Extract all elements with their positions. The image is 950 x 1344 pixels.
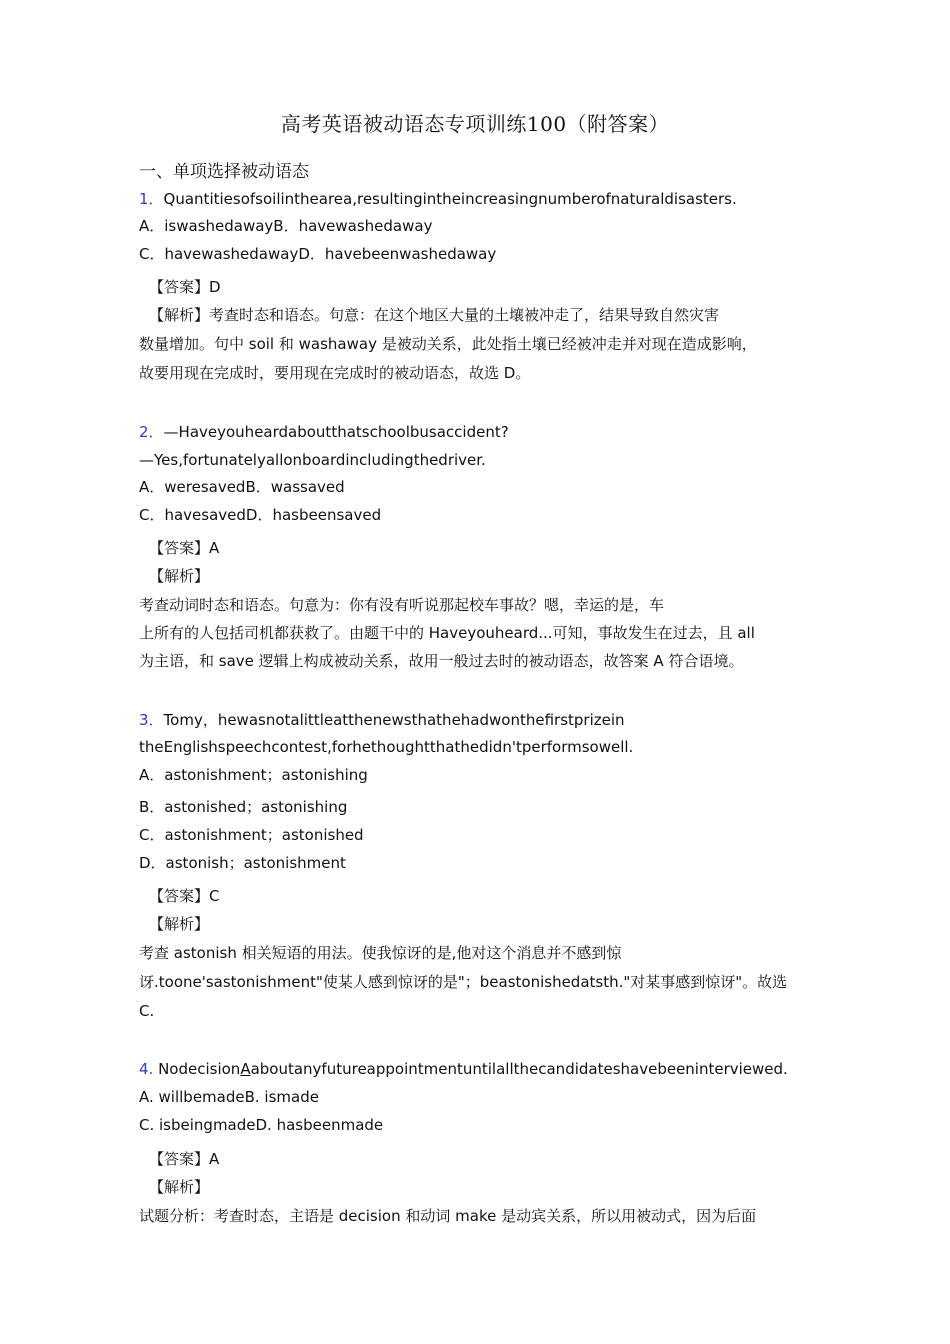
question-2-answer: 【答案】A (149, 539, 220, 557)
question-number: 1． (139, 190, 164, 208)
question-3-option-d: D．astonish；astonishment (139, 854, 346, 872)
question-3-stem (139, 710, 819, 730)
question-2-stem (139, 422, 819, 442)
question-number: 3． (139, 711, 164, 729)
question-number: 4. (139, 1060, 154, 1078)
question-3-answer: 【答案】C (149, 887, 220, 905)
question-1-analysis-line: 【解析】考查时态和语态。句意：在这个地区大量的土壤被冲走了，结果导致自然灾害 (149, 306, 720, 324)
question-1-answer: 【答案】D (149, 278, 221, 296)
question-3-analysis-line: 考查 astonish 相关短语的用法。使我惊讶的是,他对这个消息并不感到惊 (139, 944, 622, 962)
question-2-analysis-line: 考查动词时态和语态。句意为：你有没有听说那起校车事故？嗯，幸运的是，车 (139, 596, 665, 614)
question-1-analysis-line: 数量增加。句中 soil 和 washaway 是被动关系，此处指土壤已经被冲走并对现在造成影响， (139, 335, 757, 353)
question-2-analysis-label: 【解析】 (149, 567, 210, 585)
question-4-analysis-label: 【解析】 (149, 1178, 210, 1196)
question-1-options-cd: C．havewashedawayD．havebeenwashedaway (139, 245, 497, 263)
question-2-options-cd: C．havesavedD．hasbeensaved (139, 506, 382, 524)
question-3-option-c: C．astonishment；astonished (139, 826, 364, 844)
question-1-analysis-line: 故要用现在完成时，要用现在完成时的被动语态，故选 D。 (139, 364, 531, 382)
question-3-option-a: A．astonishment；astonishing (139, 766, 368, 784)
question-number: 2． (139, 423, 164, 441)
document-title: 高考英语被动语态专项训练100（附答案） (280, 112, 670, 136)
blank-marker: A (240, 1060, 251, 1078)
question-4-options-cd: C. isbeingmadeD. hasbeenmade (139, 1116, 384, 1134)
question-4-answer: 【答案】A (149, 1150, 220, 1168)
question-4-options-ab: A. willbemadeB. ismade (139, 1088, 319, 1106)
question-3-stem-line2: theEnglishspeechcontest,forhethoughtthathedidn'tperformsowell. (139, 738, 634, 756)
question-4-stem (139, 1059, 819, 1079)
question-text-start: Nodecision (153, 1060, 241, 1078)
question-2-stem-line2: —Yes,fortunatelyallonboardincludingthedriver. (139, 451, 486, 469)
question-text: Tomy，hewasnotalittleatthenewsthathehadwonthefirstprizein (163, 711, 625, 729)
question-1-stem (139, 189, 819, 209)
question-1-options-ab: A．iswashedawayB．havewashedaway (139, 217, 433, 235)
question-3-analysis-line: C. (139, 1002, 155, 1020)
question-3-analysis-label: 【解析】 (149, 915, 210, 933)
question-3-option-b: B．astonished；astonishing (139, 798, 348, 816)
question-text: Quantitiesofsoilinthearea,resultingintheincreasingnumberofnaturaldisasters. (163, 190, 737, 208)
question-2-analysis-line: 上所有的人包括司机都获救了。由题干中的 Haveyouheard...可知，事故发生在过去，且 all (139, 624, 755, 642)
section-heading: 一、单项选择被动语态 (139, 162, 309, 182)
question-3-analysis-line: 讶.toone'sastonishment"使某人感到惊讶的是"；beastonishedatsth."对某事感到惊讶"。故选 (139, 973, 788, 991)
question-text: —Haveyouheardaboutthatschoolbusaccident? (163, 423, 509, 441)
question-text-end: aboutanyfutureappointmentuntilallthecandidateshavebeeninterviewed. (250, 1060, 788, 1078)
question-2-options-ab: A．weresavedB．wassaved (139, 478, 345, 496)
question-4-analysis-line: 试题分析：考查时态，主语是 decision 和动词 make 是动宾关系，所以用被动式，因为后面 (139, 1207, 757, 1225)
question-2-analysis-line: 为主语，和 save 逻辑上构成被动关系，故用一般过去时的被动语态，故答案 A 符合语境。 (139, 652, 744, 670)
